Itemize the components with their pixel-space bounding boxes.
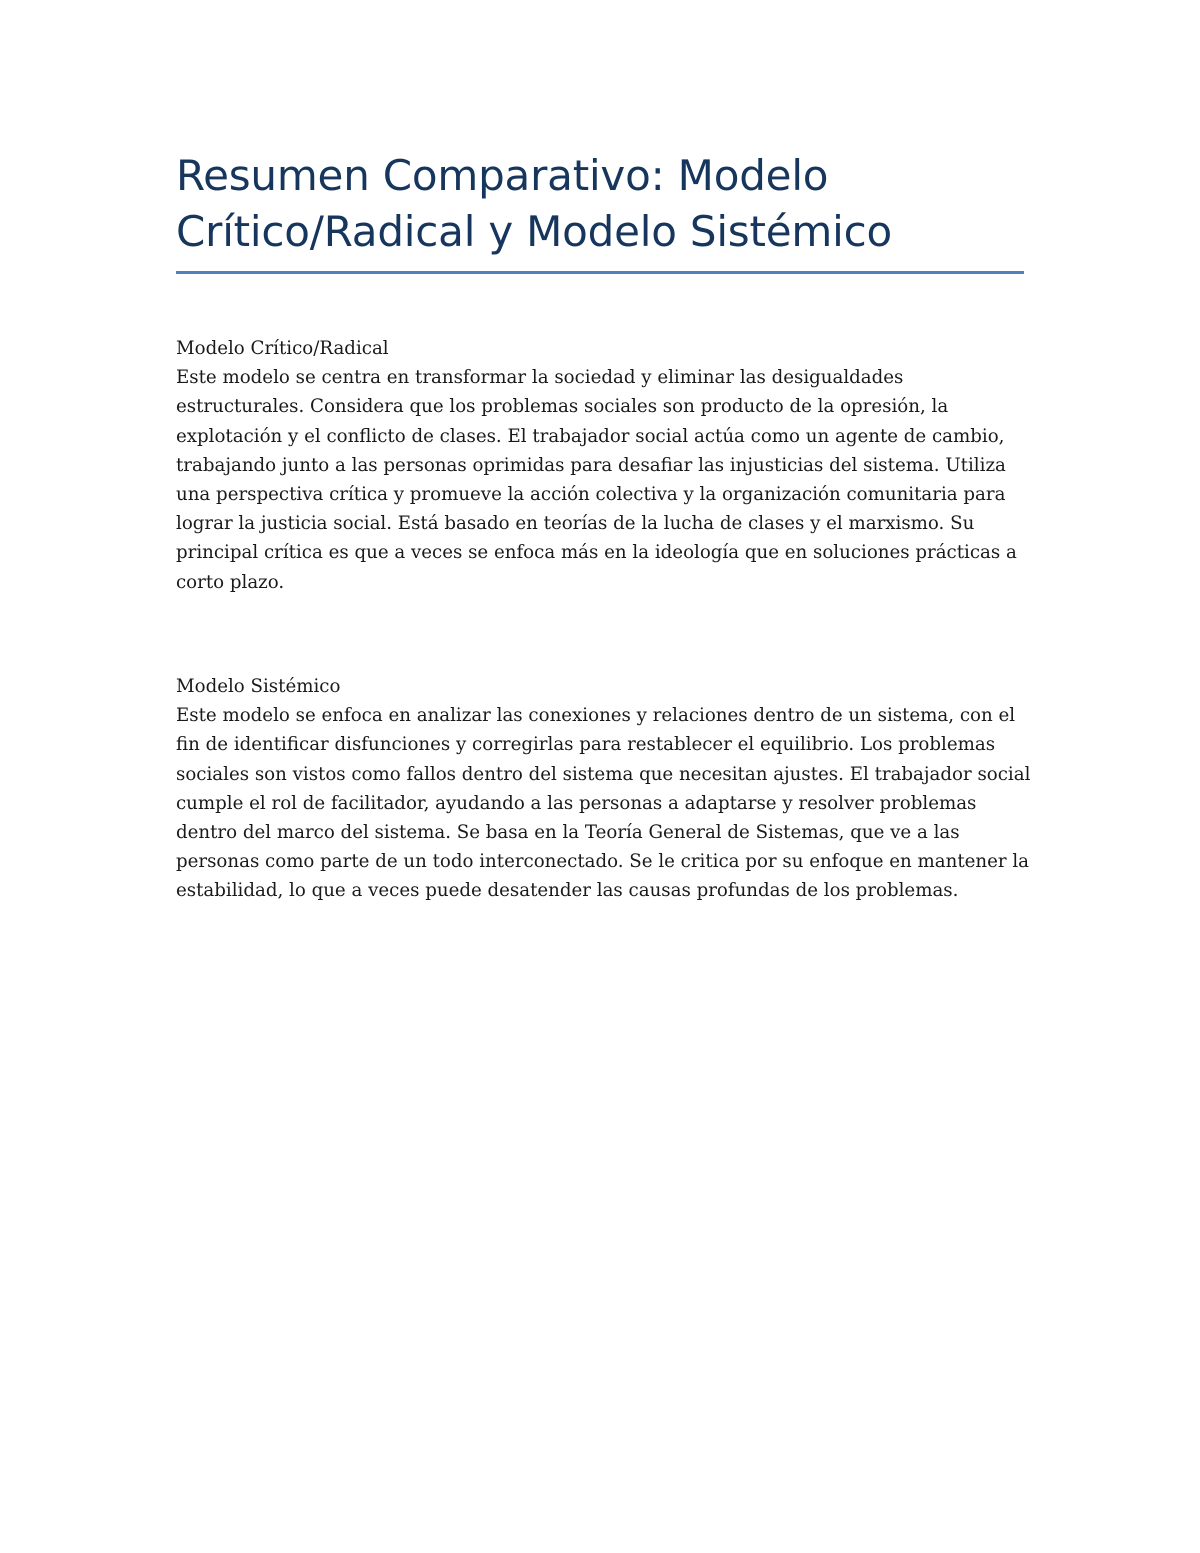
title-underline bbox=[176, 271, 1024, 274]
document-title: Resumen Comparativo: Modelo Crítico/Radical y Modelo Sistémico bbox=[176, 151, 892, 256]
section-critico-radical bbox=[176, 334, 1036, 597]
section-heading: Modelo Sistémico bbox=[176, 676, 341, 697]
section-heading: Modelo Crítico/Radical bbox=[176, 338, 389, 359]
section-body: Este modelo se enfoca en analizar las conexiones y relaciones dentro de un sistema, con el fin de identificar disfunciones y corregirlas para restablecer el equilibrio. Los problemas sociales son vistos como fallos dentro del sistema que necesitan ajustes. El trabajador social cumple el rol de facilitador, ayudando a las personas a adaptarse y resolver problemas dentro del marco del sistema. Se basa en la Teoría General de Sistemas, que ve a las personas como parte de un todo interconectado. Se le critica por su enfoque en mantener la estabilidad, lo que a veces puede desatender las causas profundas de los problemas. bbox=[176, 705, 1031, 902]
title-block bbox=[176, 148, 1024, 260]
section-body: Este modelo se centra en transformar la sociedad y eliminar las desigualdades estructurales. Considera que los problemas sociales son producto de la opresión, la explotación y el conflicto de clases. El trabajador social actúa como un agente de cambio, trabajando junto a las personas oprimidas para desafiar las injusticias del sistema. Utiliza una perspectiva crítica y promueve la acción colectiva y la organización comunitaria para lograr la justicia social. Está basado en teorías de la lucha de clases y el marxismo. Su principal crítica es que a veces se enfoca más en la ideología que en soluciones prácticas a corto plazo. bbox=[176, 367, 1017, 593]
section-sistemico bbox=[176, 672, 1036, 906]
